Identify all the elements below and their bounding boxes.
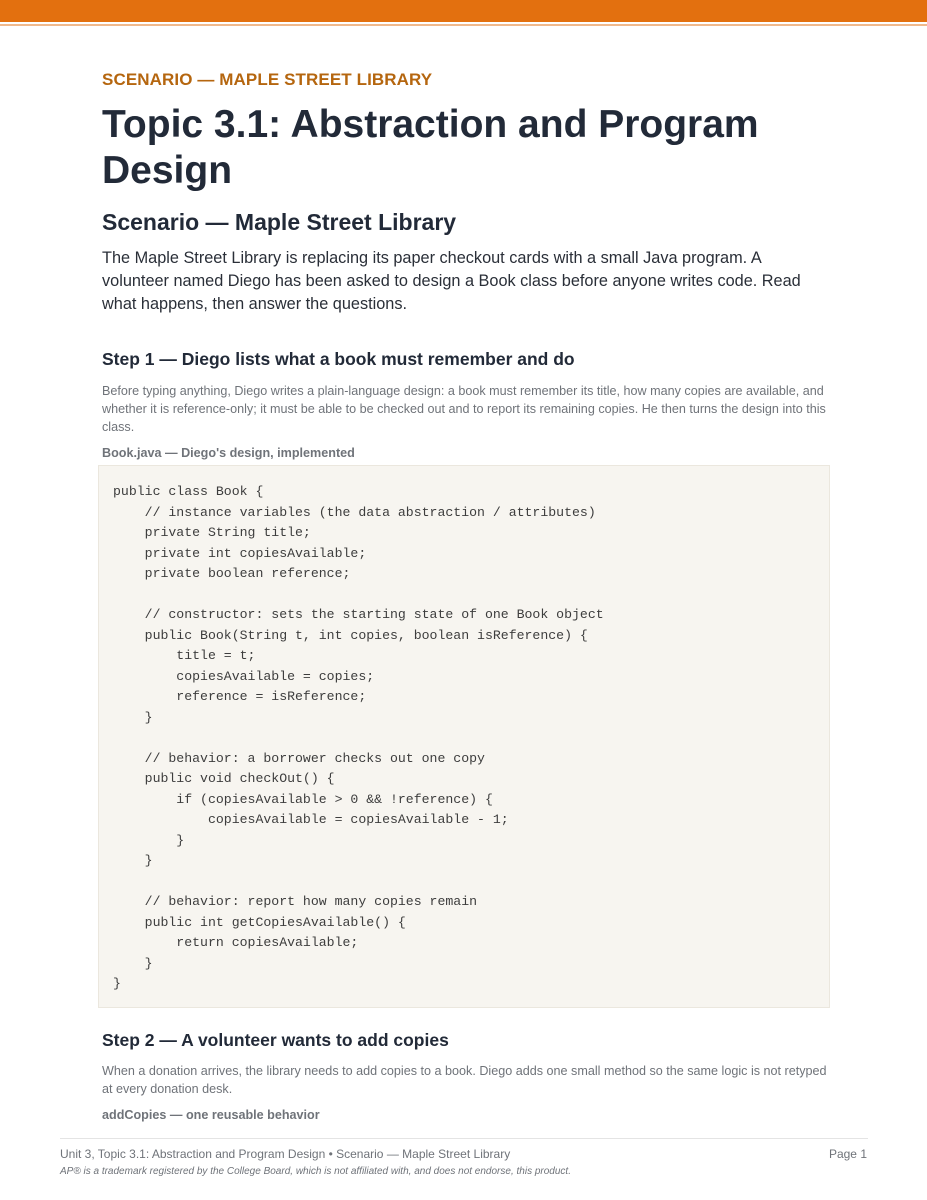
page-title: Topic 3.1: Abstraction and Program Design: [102, 103, 759, 192]
scenario-title: Scenario — Maple Street Library: [102, 209, 457, 235]
step2-heading: Step 2 — A volunteer wants to add copies: [102, 1030, 449, 1050]
code-line: }: [113, 976, 121, 991]
code-line: // constructor: sets the starting state of one Book object: [113, 607, 604, 622]
code-line: private String title;: [113, 525, 311, 540]
code-line: title = t;: [113, 648, 256, 663]
code-line: // behavior: a borrower checks out one copy: [113, 750, 485, 766]
step1-heading: Step 1 — Diego lists what a book must remember and do: [102, 349, 575, 369]
step1-description: Before typing anything, Diego writes a plain-language design: a book must remember its title, how many copies are available, and whether it is reference-only; it must be able to be checked out and to report its remaining copies. He then turns the design into this class.: [102, 384, 826, 434]
footer-page-number: Page 1: [828, 1147, 867, 1161]
code-line: private int copiesAvailable;: [113, 545, 367, 561]
footer-divider: [60, 1138, 868, 1139]
footer-running-title: Unit 3, Topic 3.1: Abstraction and Program Design • Scenario — Maple Street Library: [60, 1147, 511, 1161]
code-line: public class Book {: [113, 484, 264, 499]
book-code-block: [98, 465, 830, 1008]
code-line: private boolean reference;: [113, 566, 351, 581]
code-line: if (copiesAvailable > 0 && !reference) {: [113, 791, 493, 807]
code-line: public void checkOut() {: [113, 771, 335, 786]
step2-code-caption: addCopies — one reusable behavior: [102, 1108, 320, 1122]
code-line: reference = isReference;: [113, 689, 367, 704]
step2-description: When a donation arrives, the library needs to add copies to a book. Diego adds one small method so the same logic is not retyped at every donation desk.: [102, 1064, 827, 1096]
scenario-kicker: SCENARIO — MAPLE STREET LIBRARY: [102, 70, 433, 89]
top-accent-rule: [0, 24, 927, 26]
footer-trademark-note: AP® is a trademark registered by the College Board, which is not affiliated with, and does not endorse, this product.: [60, 1166, 571, 1177]
scenario-intro: The Maple Street Library is replacing its paper checkout cards with a small Java program. A volunteer named Diego has been asked to design a Book class before anyone writes code. Read what happens, then answer the questions.: [102, 249, 801, 313]
code-line: }: [113, 853, 153, 868]
code-line: return copiesAvailable;: [113, 935, 359, 950]
code-line: // instance variables (the data abstraction / attributes): [113, 504, 596, 520]
code-line: public int getCopiesAvailable() {: [113, 914, 406, 930]
code-line: }: [113, 955, 153, 971]
code-line: public Book(String t, int copies, boolean isReference) {: [113, 627, 588, 643]
code-line: }: [113, 832, 185, 848]
step1-code-caption: Book.java — Diego's design, implemented: [102, 446, 355, 460]
top-accent-bar: [0, 0, 927, 22]
code-line: copiesAvailable = copies;: [113, 668, 375, 684]
code-line: // behavior: report how many copies remain: [113, 894, 478, 909]
code-line: copiesAvailable = copiesAvailable - 1;: [113, 812, 509, 827]
code-line: }: [113, 709, 153, 725]
